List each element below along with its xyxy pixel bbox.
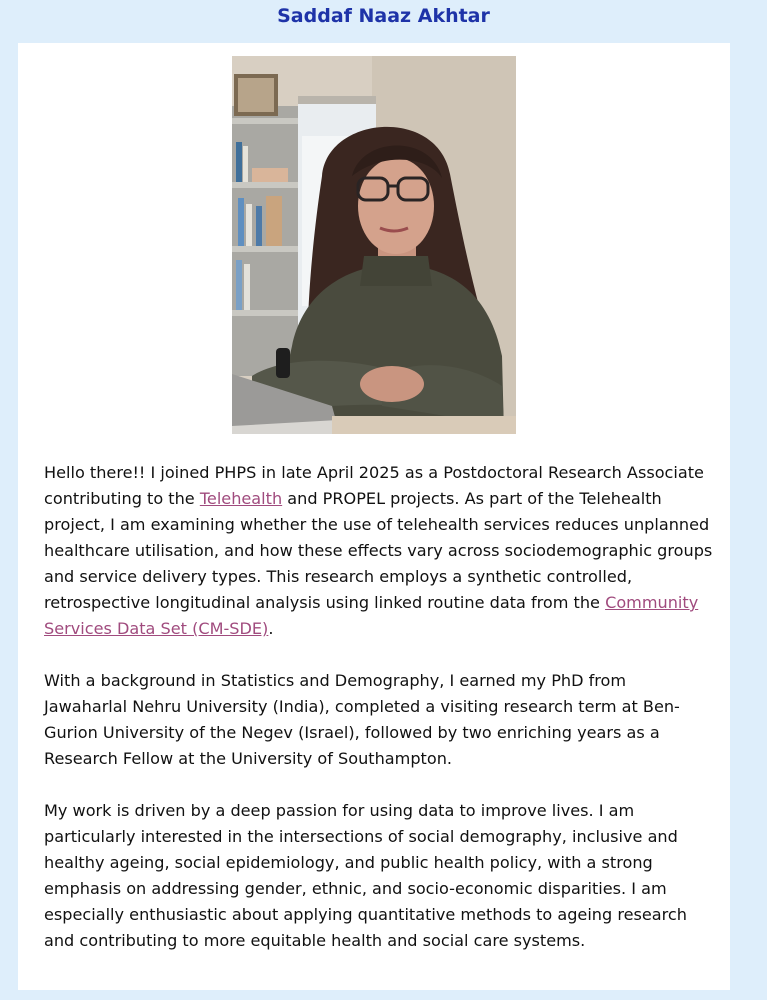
cm-sde-link[interactable]: Community Services Data Set (CM-SDE) — [44, 593, 699, 638]
portrait-photo — [232, 56, 516, 434]
page-title: Saddaf Naaz Akhtar — [277, 5, 490, 27]
bio-text — [44, 460, 714, 980]
bio-p1-text-3: . — [268, 619, 274, 638]
telehealth-link[interactable]: Telehealth — [199, 489, 283, 508]
portrait-photo-icon — [232, 56, 516, 434]
bio-paragraph-3: My work is driven by a deep passion for using data to improve lives. I am particularly interested in the intersections of social demography, inclusive and healthy ageing, social epidemiology, and public health policy, with a strong emphasis on addressing gender, ethnic, and socio-economic disparities. I am especially enthusiastic about applying quantitative methods to ageing research and contributing to more equitable health and social care systems. — [44, 801, 687, 950]
bio-paragraph-2: With a background in Statistics and Demography, I earned my PhD from Jawaharlal Nehru University (India), completed a visiting research term at Ben-Gurion University of the Negev (Israel), followed by two enriching years as a Research Fellow at the University of Southampton. — [44, 671, 680, 768]
profile-card — [18, 43, 730, 990]
bio-p1-text-1: Hello there!! I joined PHPS in late April 2025 as a Postdoctoral Research Associate contributing to the — [44, 463, 704, 508]
bio-p1-text-2: and PROPEL projects. As part of the Telehealth project, I am examining whether the use of telehealth services reduces unplanned healthcare utilisation, and how these effects vary across sociodemographic groups and service delivery types. This research employs a synthetic controlled, retrospective longitudinal analysis using linked routine data from the — [44, 489, 713, 612]
bio-paragraph-1 — [44, 460, 714, 642]
